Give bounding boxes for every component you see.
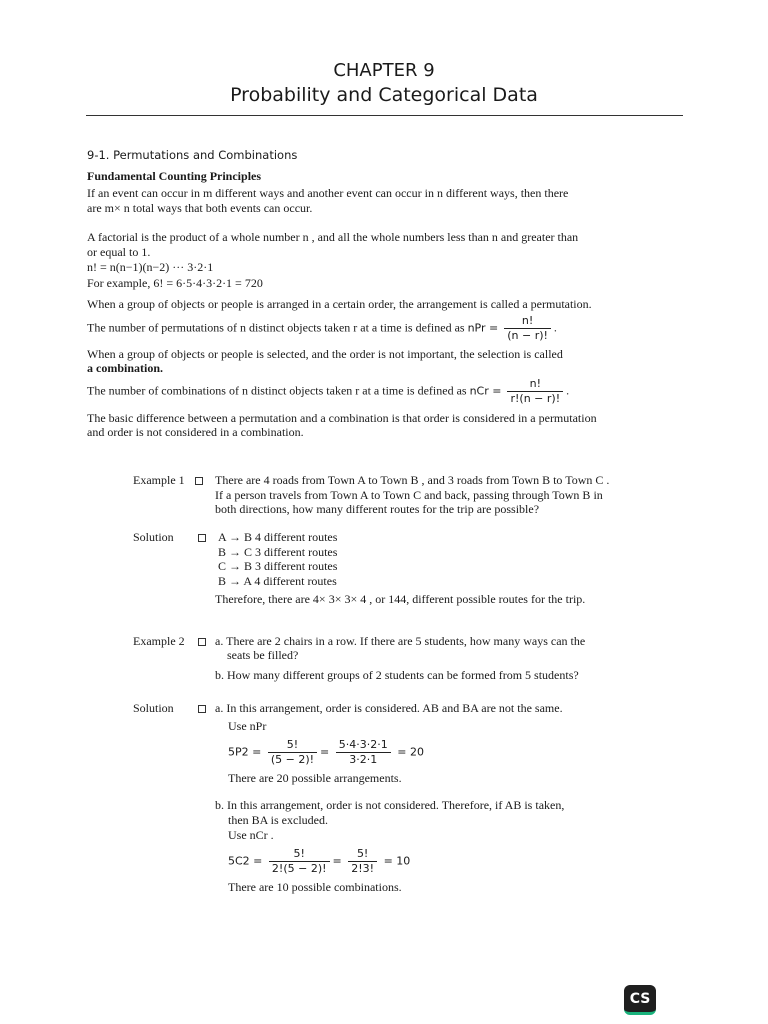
camscanner-logo: CS — [624, 985, 656, 1015]
bullet-box-icon — [198, 638, 206, 646]
example-2-label: Example 2 — [133, 634, 185, 648]
solution-2-b-line-2: then BA is excluded. — [228, 813, 328, 827]
b-fraction-2 — [348, 847, 377, 876]
b-fraction-1-denominator: 2!(5 − 2)! — [271, 862, 327, 875]
difference-line-1: The basic difference between a permutation and a combination is that order is considered in a permutation — [87, 411, 597, 425]
a-fraction-1 — [268, 738, 317, 767]
a-lhs: 5P2 = — [228, 745, 262, 759]
permutation-definition: When a group of objects or people is arranged in a certain order, the arrangement is called a permutation. — [87, 297, 592, 311]
solution-2-b-conclusion: There are 10 possible combinations. — [228, 880, 402, 894]
chapter-title: Probability and Categorical Data — [230, 84, 538, 106]
a-result: = 20 — [397, 745, 424, 759]
combination-definition-1: When a group of objects or people is selected, and the order is not important, the selection is called — [87, 347, 563, 361]
a-fraction-1-numerator: 5! — [268, 738, 317, 753]
permutation-fraction — [504, 314, 551, 343]
permutation-lhs: nPr = — [467, 321, 499, 335]
combination-numerator: n! — [507, 377, 563, 392]
permutation-formula-text: The number of permutations of n distinct objects taken r at a time is defined as — [87, 320, 465, 335]
bullet-box-icon — [195, 477, 203, 485]
a-fraction-2 — [336, 738, 391, 767]
permutation-formula: The number of permutations of n distinct objects taken r at a time is defined as nPr = $\frac{n!}{(n - r)!}$ . — [87, 314, 557, 342]
a-fraction-1-denominator: (5 − 2)! — [270, 753, 315, 766]
example-1-line-2: If a person travels from Town A to Town C and back, passing through Town B in — [215, 488, 603, 502]
combination-lhs: nCr = — [469, 384, 502, 398]
example-1-line-3: both directions, how many different routes for the trip are possible? — [215, 502, 540, 516]
route-line: C → B 3 different routes — [218, 559, 338, 573]
combination-definition-2: a combination. — [87, 361, 164, 375]
b-fraction-2-denominator: 2!3! — [351, 862, 375, 875]
solution-2-b-use: Use nCr . — [228, 828, 274, 842]
b-result: = 10 — [383, 854, 411, 868]
example-2-part-a-line-1: a. There are 2 chairs in a row. If there are 5 students, how many ways can the — [215, 634, 586, 648]
bullet-box-icon — [198, 705, 206, 713]
b-fraction-1 — [269, 847, 330, 876]
permutation-numerator: n! — [504, 314, 551, 329]
solution-2-a-line: a. In this arrangement, order is considered. AB and BA are not the same. — [215, 701, 563, 715]
factorial-definition-2: or equal to 1. — [87, 245, 151, 259]
example-2-part-a-line-2: seats be filled? — [227, 648, 299, 662]
factorial-example: For example, 6! = 6·5·4·3·2·1 = 720 — [87, 276, 263, 290]
difference-line-2: and order is not considered in a combination. — [87, 425, 304, 439]
solution-2-a-equation: 5P2 = $\frac{5!}{(5 - 2)!}$ = $\frac{5\cdot 4\cdot 3\cdot 2\cdot 1}{3\cdot 2\cdot 1}$ = 20 — [228, 738, 424, 766]
combination-fraction — [507, 377, 563, 406]
b-fraction-2-numerator: 5! — [348, 847, 377, 862]
route-line: B → A 4 different routes — [218, 574, 337, 588]
solution-2-b-equation: 5C2 = $\frac{5!}{2!(5 - 2)!}$ = $\frac{5!}{2!3!}$ = 10 — [228, 847, 411, 875]
solution-2-label: Solution — [133, 701, 174, 715]
bullet-box-icon — [198, 534, 206, 542]
solution-1-label: Solution — [133, 530, 174, 544]
combination-denominator: r!(n − r)! — [510, 392, 561, 405]
example-1-line-1: There are 4 roads from Town A to Town B , and 3 roads from Town B to Town C . — [215, 473, 610, 487]
solution-1-conclusion: Therefore, there are 4× 3× 3× 4 , or 144, different possible routes for the trip. — [215, 592, 586, 606]
example-1-label: Example 1 — [133, 473, 185, 487]
combination-formula: The number of combinations of n distinct objects taken r at a time is defined as nCr = $\frac{n!}{r!(n - r)!}$ . — [87, 377, 570, 405]
factorial-formula: n! = n(n−1)(n−2) ··· 3·2·1 — [87, 260, 214, 274]
example-2-part-b: b. How many different groups of 2 students can be formed from 5 students? — [215, 668, 579, 682]
a-fraction-2-numerator: 5·4·3·2·1 — [336, 738, 391, 753]
b-lhs: 5C2 = — [228, 854, 263, 868]
counting-principle-line-2: are m× n total ways that both events can occur. — [87, 201, 313, 215]
b-fraction-1-numerator: 5! — [269, 847, 330, 862]
permutation-denominator: (n − r)! — [507, 329, 548, 342]
section-subtitle: Fundamental Counting Principles — [87, 169, 262, 183]
header-divider — [86, 115, 683, 116]
chapter-number: CHAPTER 9 — [333, 60, 435, 81]
factorial-definition-1: A factorial is the product of a whole number n , and all the whole numbers less than n and greater than — [87, 230, 579, 244]
solution-2-b-line-1: b. In this arrangement, order is not considered. Therefore, if AB is taken, — [215, 798, 565, 812]
section-title: 9-1. Permutations and Combinations — [87, 148, 298, 162]
route-line: A → B 4 different routes — [218, 530, 338, 544]
combination-formula-text: The number of combinations of n distinct objects taken r at a time is defined as — [87, 383, 467, 398]
solution-2-a-conclusion: There are 20 possible arrangements. — [228, 771, 402, 785]
a-fraction-2-denominator: 3·2·1 — [349, 753, 378, 766]
route-line: B → C 3 different routes — [218, 545, 338, 559]
solution-2-a-use: Use nPr — [228, 719, 267, 733]
counting-principle-line-1: If an event can occur in m different ways and another event can occur in n different ways, then there — [87, 186, 569, 200]
